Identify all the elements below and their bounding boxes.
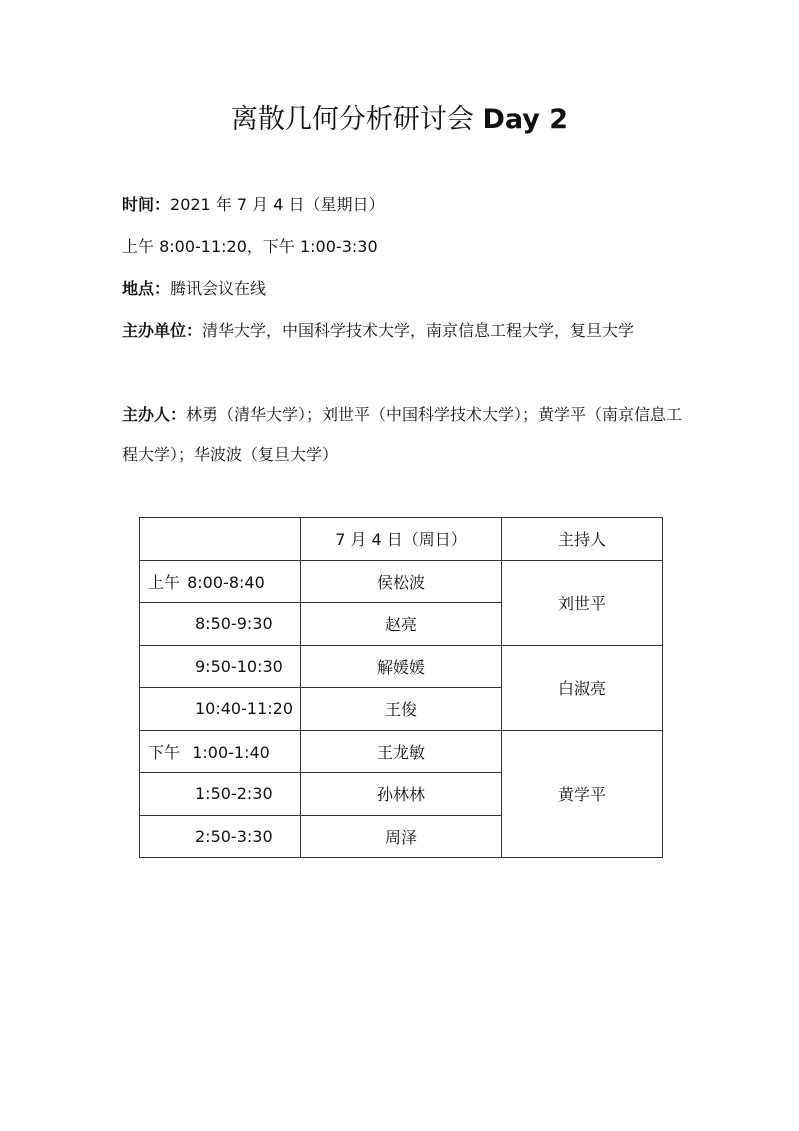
speaker-cell: 孙林林 (301, 773, 502, 816)
title-day: Day 2 (482, 104, 569, 135)
organizer-line (122, 311, 692, 351)
time-slot: 8:00-8:40 (187, 572, 265, 592)
place-line (122, 269, 692, 309)
period-label: 上午 (148, 572, 181, 592)
hosts-value: 林勇（清华大学）；刘世平（中国科学技术大学）；黄学平（南京信息工程大学）；华波波（复旦大学） (122, 405, 683, 464)
sessions-line: 上午 8:00-11:20，下午 1:00-3:30 (122, 237, 378, 256)
header-date: 7 月 4 日（周日） (301, 518, 502, 561)
time-cell: 8:50-9:30 (140, 603, 301, 646)
chair-cell: 白淑亮 (502, 645, 663, 730)
time-cell (140, 560, 301, 603)
speaker-cell: 侯松波 (301, 560, 502, 603)
hosts-label: 主办人： (122, 405, 187, 424)
time-cell (140, 730, 301, 773)
time-value: 2021 年 7 月 4 日（星期日） (170, 195, 385, 214)
header-empty (140, 518, 301, 561)
speaker-cell: 王俊 (301, 688, 502, 731)
organizer-value: 清华大学，中国科学技术大学，南京信息工程大学，复旦大学 (202, 321, 635, 340)
speaker-cell: 赵亮 (301, 603, 502, 646)
place-label: 地点： (122, 279, 171, 298)
header-chair: 主持人 (502, 518, 663, 561)
speaker-cell: 周泽 (301, 815, 502, 858)
schedule-table (139, 517, 663, 858)
chair-cell: 刘世平 (502, 560, 663, 645)
title-cn: 离散几何分析研讨会 (230, 104, 474, 135)
place-value: 腾讯会议在线 (170, 279, 267, 298)
speaker-cell: 解媛媛 (301, 645, 502, 688)
table-header-row (140, 518, 663, 561)
table-row (140, 730, 663, 773)
time-cell: 9:50-10:30 (140, 645, 301, 688)
time-line (122, 185, 692, 225)
table-row (140, 560, 663, 603)
chair-cell: 黄学平 (502, 730, 663, 858)
speaker-cell: 王龙敏 (301, 730, 502, 773)
table-row (140, 645, 663, 688)
time-slot: 1:00-1:40 (192, 742, 270, 762)
organizer-label: 主办单位： (122, 321, 203, 340)
time-cell: 2:50-3:30 (140, 815, 301, 858)
page-title (0, 100, 799, 140)
period-label: 下午 (148, 742, 181, 762)
hosts-line (122, 395, 692, 475)
time-cell: 1:50-2:30 (140, 773, 301, 816)
time-cell: 10:40-11:20 (140, 688, 301, 731)
time-label: 时间： (122, 195, 171, 214)
